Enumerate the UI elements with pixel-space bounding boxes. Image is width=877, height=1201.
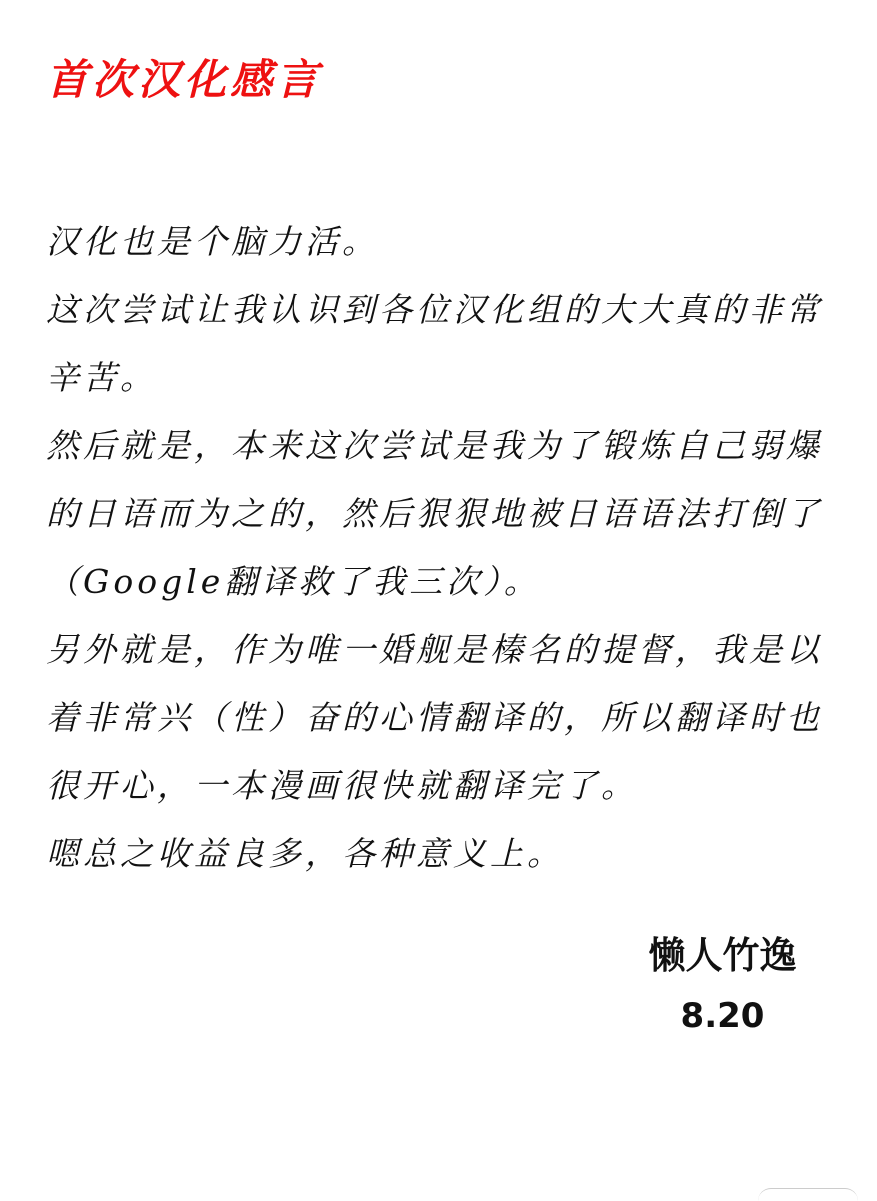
paragraph: 汉化也是个脑力活。 [46, 222, 379, 261]
decorative-mark [758, 1188, 858, 1201]
paragraph: 另外就是，作为唯一婚舰是榛名的提督，我是以着非常兴（性）奋的心情翻译的，所以翻译时也很开心，一本漫画很快就翻译完了。 [46, 630, 823, 805]
paragraph: 嗯总之收益良多，各种意义上。 [46, 834, 564, 873]
paragraph: 然后就是，本来这次尝试是我为了锻炼自己弱爆的日语而为之的，然后狠狠地被日语语法打倒了（Google翻译救了我三次）。 [46, 426, 823, 601]
paragraph: 这次尝试让我认识到各位汉化组的大大真的非常辛苦。 [46, 290, 823, 397]
message-body [46, 208, 846, 888]
signature-block [600, 928, 845, 1044]
page-title: 首次汉化感言 [46, 55, 323, 104]
author-name: 懒人竹逸 [648, 934, 797, 977]
date: 8.20 [680, 996, 765, 1036]
